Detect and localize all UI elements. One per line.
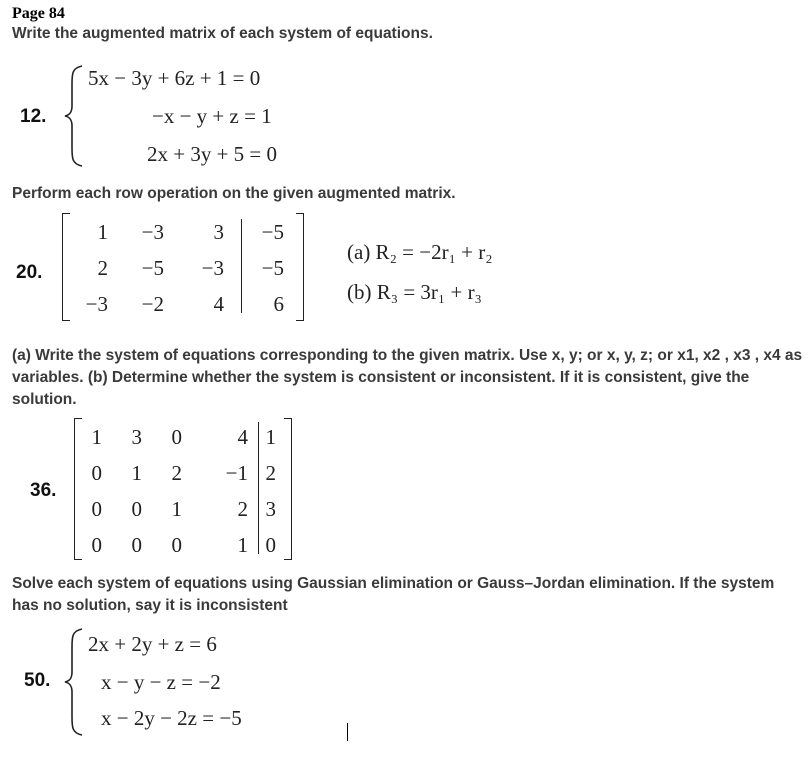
row-operation-a: (a) R₂ = −2r₁ + r₂ xyxy=(347,240,493,264)
matrix-36-row xyxy=(82,527,276,563)
page-label: Page 84 xyxy=(12,5,65,22)
matrix-cell: −3 xyxy=(201,255,224,280)
equation-12-3: 2x + 3y + 5 = 0 xyxy=(147,142,278,166)
matrix-cell: −5 xyxy=(261,255,284,280)
matrix-cell: −3 xyxy=(85,291,108,316)
matrix-cell: −3 xyxy=(141,219,164,244)
matrix-cell: −1 xyxy=(225,460,248,485)
row-operation-b: (b) R₃ = 3r₁ + r₃ xyxy=(347,280,482,304)
problem-number-20: 20. xyxy=(16,262,43,283)
matrix-cell: 1 xyxy=(131,460,142,485)
matrix-cell: 2 xyxy=(237,496,248,521)
matrix-cell: 0 xyxy=(91,460,102,485)
left-brace-icon xyxy=(62,627,86,737)
equation-50-3: x − 2y − 2z = −5 xyxy=(101,706,242,730)
equation-12-1: 5x − 3y + 6z + 1 = 0 xyxy=(88,66,261,90)
matrix-36 xyxy=(74,418,292,562)
left-brace-icon xyxy=(62,64,86,168)
matrix-cell: 3 xyxy=(265,496,276,521)
text-cursor xyxy=(347,723,348,741)
matrix-cell: 6 xyxy=(273,291,284,316)
matrix-cell: 3 xyxy=(131,424,142,449)
matrix-cell: −5 xyxy=(261,219,284,244)
matrix-cell: −5 xyxy=(141,255,164,280)
matrix-cell: 2 xyxy=(265,460,276,485)
matrix-cell: 4 xyxy=(237,424,248,449)
matrix-cell: 1 xyxy=(171,496,182,521)
instruction-augmented: Write the augmented matrix of each system of equations. xyxy=(12,25,433,42)
matrix-36-row xyxy=(82,419,276,455)
problem-number-50: 50. xyxy=(24,670,51,691)
matrix-36-row xyxy=(82,491,276,527)
equation-50-1: 2x + 2y + z = 6 xyxy=(88,632,217,656)
matrix-20-row xyxy=(76,250,284,286)
equation-50-2: x − y − z = −2 xyxy=(101,670,221,694)
matrix-20 xyxy=(62,213,304,323)
equation-12-2: −x − y + z = 1 xyxy=(152,104,272,128)
matrix-cell: 0 xyxy=(91,532,102,557)
matrix-20-row xyxy=(76,214,284,250)
matrix-cell: 1 xyxy=(91,424,102,449)
problem-number-36: 36. xyxy=(30,480,57,501)
instruction-system-from-matrix: (a) Write the system of equations corresponding to the given matrix. Use x, y; or x, y, z; or x1, x2 , x3 , x4 as variables. (b) Determine whether the system is consistent or inconsistent. If it is consistent, give the solution. xyxy=(12,347,803,408)
instruction-gaussian: Solve each system of equations using Gaussian elimination or Gauss–Jordan elimination. If the system has no solution, say it is inconsistent xyxy=(12,575,775,614)
matrix-cell: 2 xyxy=(171,460,182,485)
matrix-cell: −2 xyxy=(141,291,164,316)
matrix-cell: 1 xyxy=(97,219,108,244)
matrix-cell: 0 xyxy=(131,532,142,557)
matrix-cell: 1 xyxy=(265,424,276,449)
matrix-cell: 2 xyxy=(97,255,108,280)
matrix-cell: 4 xyxy=(213,291,224,316)
matrix-cell: 0 xyxy=(171,532,182,557)
matrix-cell: 0 xyxy=(131,496,142,521)
matrix-cell: 0 xyxy=(91,496,102,521)
matrix-20-row xyxy=(76,286,284,322)
matrix-cell: 0 xyxy=(171,424,182,449)
matrix-36-row xyxy=(82,455,276,491)
problem-number-12: 12. xyxy=(20,106,47,127)
matrix-cell: 3 xyxy=(213,219,224,244)
instruction-row-ops: Perform each row operation on the given augmented matrix. xyxy=(12,185,456,202)
matrix-cell: 1 xyxy=(237,532,248,557)
matrix-cell: 0 xyxy=(265,532,276,557)
